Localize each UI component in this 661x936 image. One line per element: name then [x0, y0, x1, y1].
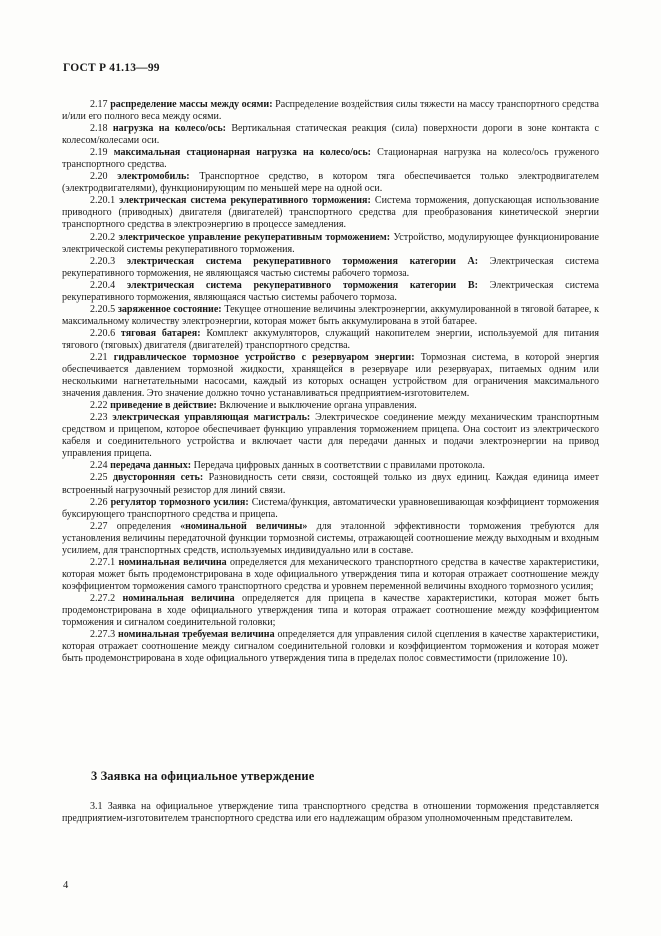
clause-number: 2.23: [90, 412, 108, 424]
defined-term: номинальная величина: [122, 592, 235, 604]
definition-text: Электрическая система рекуперативного торможения, являющаяся частью системы рабочего тормоза.: [62, 279, 600, 303]
defined-term: распределение массы между осями:: [110, 99, 273, 110]
definition-text: Тормозная система, в которой энергия обеспечивается давлением тормозной жидкости, хранящейся в резервуаре или резервуарах, питаемых одним или несколькими нагнетательными насосами, каждый из которых оснащен устройством для ограничения максимального значения давления. Это значение должно точно устанавливаться предприятием-изготовителем.: [62, 351, 599, 400]
definitions-body: [62, 99, 599, 665]
clause-number: 2.18: [90, 123, 108, 135]
defined-term: номинальная величина: [118, 556, 227, 568]
definition-paragraph: [62, 304, 599, 328]
defined-term: заряженное состояние:: [117, 303, 222, 315]
definition-text: определяется для механического транспортного средства в качестве характеристики, которая может быть продемонстрирована в ходе официального утверждения типа и которая отражает соотношение между коэффициентом торможения самого транспортного средства и уровнем переменной величины входного тормозного усилия;: [62, 556, 599, 592]
defined-term: тяговая батарея:: [120, 327, 201, 339]
definition-text: Устройство, модулирующее функционирование электрической системы рекуперативного торможения.: [62, 231, 599, 255]
definition-text: Распределение воздействия силы тяжести на массу транспортного средства и/или его полного веса между осями.: [62, 99, 600, 123]
definition-paragraph: [62, 352, 599, 400]
definition-text: определяется для прицепа в качестве характеристики, которая может быть продемонстрирована в ходе официального утверждения типа и которая отражает соотношение между коэффициентом торможения и сигналом соединительной головки;: [62, 592, 599, 629]
defined-term: номинальная требуемая величина: [117, 629, 275, 641]
section-body: [62, 801, 599, 825]
definition-paragraph: [62, 593, 599, 629]
definition-paragraph: [62, 147, 599, 171]
definition-paragraph: [62, 328, 599, 352]
definition-text: Передача цифровых данных в соответствии с правилами протокола.: [193, 460, 485, 472]
defined-term: электрическая управляющая магистраль:: [112, 412, 311, 424]
clause-number: 2.20.1: [90, 195, 116, 207]
definition-paragraph: [62, 521, 599, 557]
definition-paragraph: [62, 412, 599, 460]
defined-term: регулятор тормозного усилия:: [110, 496, 249, 508]
page-number: 4: [63, 880, 69, 891]
defined-term: приведение в действие:: [110, 400, 217, 412]
definition-text: Текущее отношение величины электроэнергии, аккумулированной в тяговой батарее, к максимальному количеству электроэнергии, которая может быть аккумулирована в этой батарее.: [62, 303, 599, 327]
section-heading: 3 Заявка на официальное утверждение: [91, 769, 315, 783]
clause-number: 2.21: [90, 351, 108, 363]
definition-paragraph: [62, 123, 599, 147]
definition-paragraph: [62, 99, 599, 123]
defined-term: двусторонняя сеть:: [112, 472, 204, 484]
clause-number: 2.27.3: [90, 629, 116, 641]
definition-text: Система торможения, допускающая использование приводного (приводных) двигателя (двигателей) транспортного средства для преобразования кинетической энергии транспортного средства в электроэнергию в процессе замедления.: [62, 195, 600, 231]
definition-text: Вертикальная статическая реакция (сила) поверхности дороги в зоне контакта с колесом/колесами оси.: [62, 123, 599, 147]
section-paragraph: 3.1 Заявка на официальное утверждение типа транспортного средства в отношении торможения представляется предприятием-изготовителем транспортного средства или его надлежащим образом уполномоченным представителем.: [62, 801, 599, 825]
definition-text: Система/функция, автоматически уравновешивающая коэффициент торможения буксирующего транспортного средства и прицепа.: [62, 496, 599, 520]
clause-number: 2.20.4: [90, 279, 116, 291]
definition-paragraph: [62, 280, 599, 304]
definition-text: Электрическая система рекуперативного торможения, не являющаяся частью системы рабочего тормоза.: [62, 255, 599, 279]
defined-term: гидравлическое тормозное устройство с резервуаром энергии:: [113, 351, 415, 363]
definition-paragraph: [62, 195, 599, 231]
definition-paragraph: [62, 497, 599, 521]
clause-number: 2.26: [90, 496, 108, 508]
clause-number: 2.22: [90, 400, 108, 412]
defined-term: «номинальной величины»: [180, 520, 308, 532]
defined-term: электрическая система рекуперативного торможения категории В:: [126, 279, 478, 291]
definition-text: Электрическое соединение между механическим транспортным средством и прицепом, которое обеспечивает функцию управления торможением прицепа. Она состоит из электрического кабеля и соединительного устройства и включает части для передачи данных и подачи электроэнергии на привод управления прицепа.: [62, 412, 599, 460]
clause-number: 2.20.2: [90, 231, 116, 243]
definition-paragraph: [62, 171, 599, 195]
definition-text: Стационарная нагрузка на колесо/ось груженого транспортного средства.: [62, 147, 599, 171]
definition-paragraph: [62, 400, 599, 412]
clause-number: 2.19: [90, 147, 108, 159]
definition-paragraph: [62, 557, 599, 593]
defined-term: нагрузка на колесо/ось:: [112, 123, 227, 135]
document-code: ГОСТ Р 41.13—99: [63, 62, 160, 74]
definition-text: для эталонной эффективности торможения требуются для установления величины передаточной функции тормозной системы, отражающей соотношение между выходным и входным усилием, для транспортных средств, используемых индивидуально или в составе.: [62, 520, 599, 556]
clause-number: 2.27.1: [90, 556, 116, 568]
definition-paragraph: [62, 629, 599, 665]
clause-number: 2.20.5: [90, 303, 116, 315]
defined-term: электрическое управление рекуперативным торможением:: [118, 231, 391, 243]
clause-number: 2.24: [90, 460, 108, 472]
defined-term: максимальная стационарная нагрузка на колесо/ось:: [113, 147, 372, 159]
definition-text: Разновидность сети связи, состоящей только из двух единиц. Каждая единица имеет встроенный нагрузочный резистор для линий связи.: [62, 472, 599, 496]
definition-text: Транспортное средство, в котором тяга обеспечивается только электродвигателем (электродвигателями), функционирующим по меньшей мере на одной оси.: [62, 171, 599, 195]
defined-term: электрическая система рекуперативного торможения категории А:: [126, 255, 479, 267]
definition-paragraph: [62, 472, 599, 496]
definition-text: Включение и выключение органа управления.: [219, 400, 417, 412]
clause-lead-in: определения: [116, 520, 171, 532]
defined-term: передача данных:: [110, 460, 192, 472]
defined-term: электрическая система рекуперативного торможения:: [119, 195, 371, 207]
clause-number: 2.27: [90, 520, 108, 532]
definition-paragraph: [62, 232, 599, 256]
clause-number: 2.20.6: [90, 327, 116, 339]
clause-number: 2.25: [90, 472, 108, 484]
clause-number: 2.27.2: [90, 592, 116, 604]
definition-text: Комплект аккумуляторов, служащий накопителем энергии, используемой для питания тягового (тяговых) двигателя (двигателей) транспортного средства.: [62, 327, 600, 351]
defined-term: электромобиль:: [117, 171, 190, 183]
clause-number: 2.20: [90, 171, 108, 183]
clause-number: 2.17: [90, 99, 108, 110]
definition-paragraph: [62, 256, 599, 280]
definition-paragraph: [62, 460, 599, 472]
clause-number: 2.20.3: [90, 255, 116, 267]
definition-text: определяется для управления силой сцепления в качестве характеристики, которая отражает соотношение между сигналом соединительной головки и коэффициентом торможения и которая может быть продемонстрирована в ходе официального утверждения типа в пределах полос совместимости (приложение 10).: [62, 629, 600, 665]
